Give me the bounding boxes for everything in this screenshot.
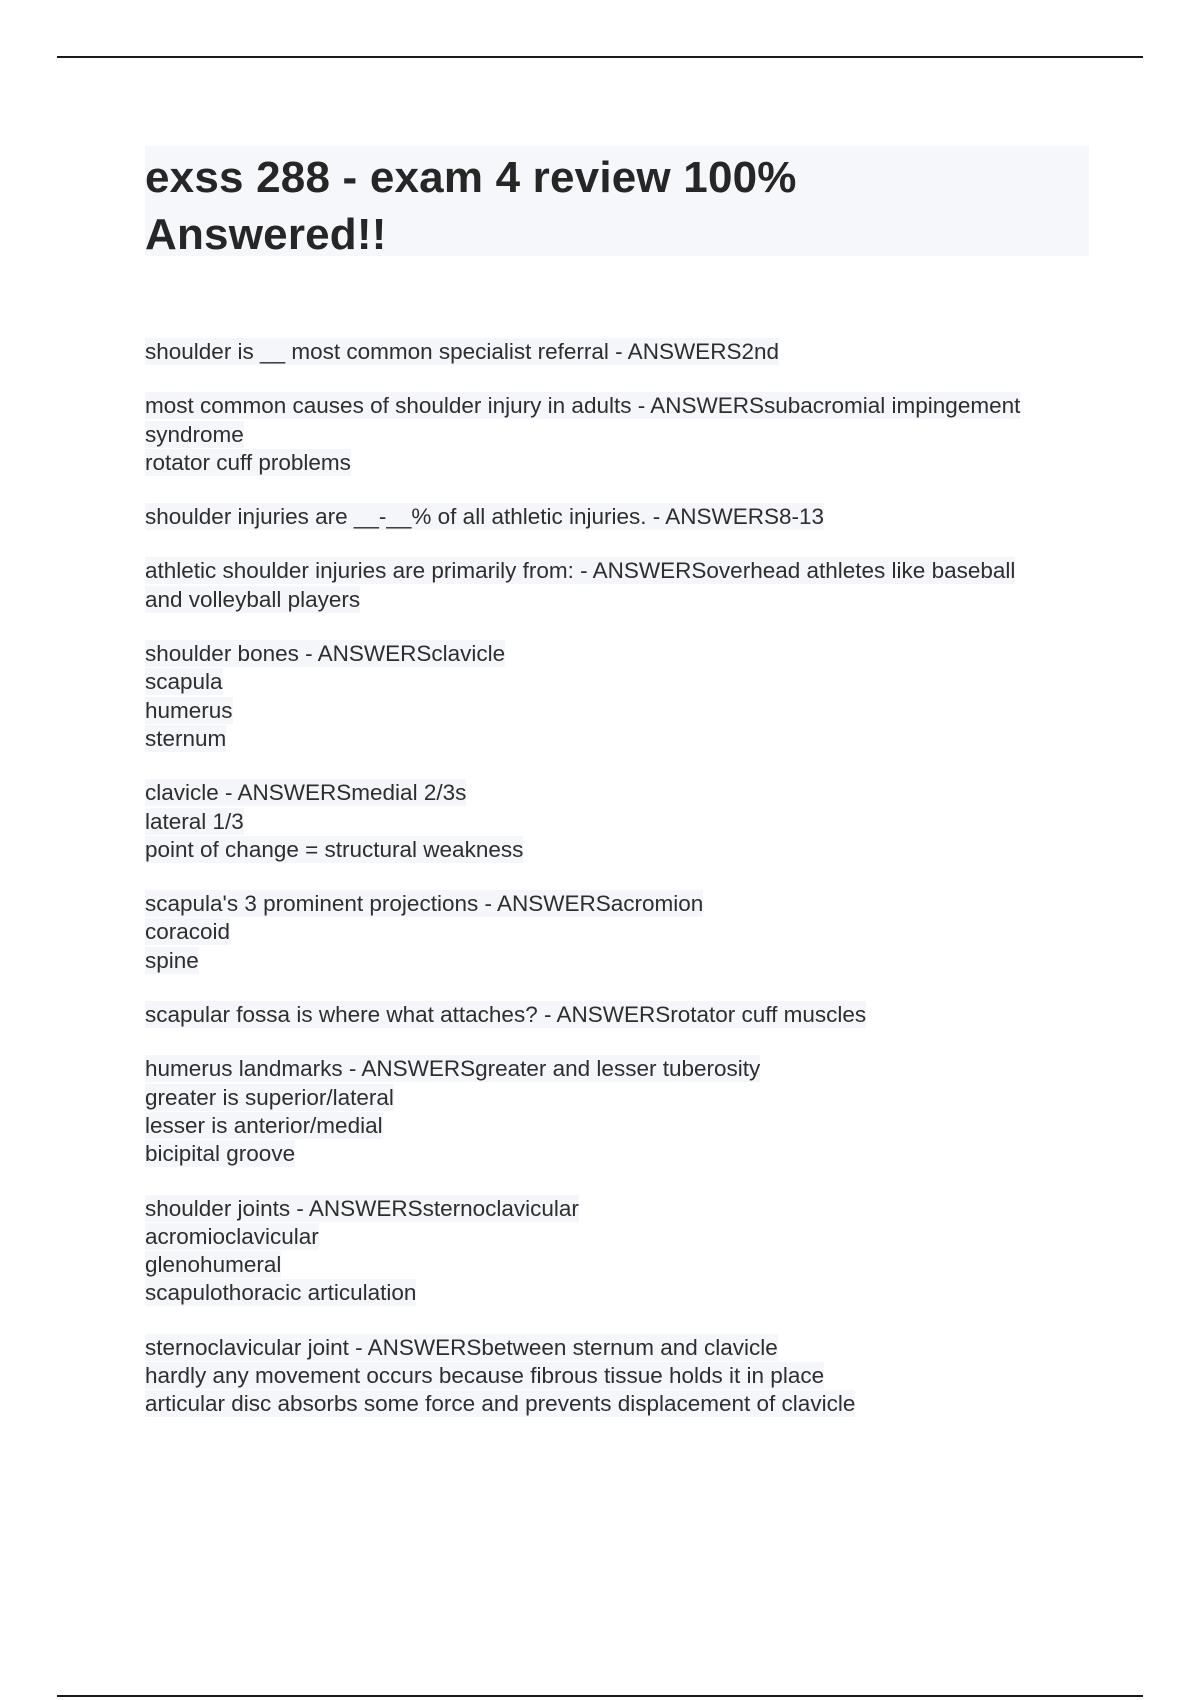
bottom-rule [57,1695,1143,1697]
qa-item [145,1055,1095,1168]
qa-text: shoulder bones - ANSWERSclavicle [145,641,506,667]
qa-line [145,640,1095,668]
qa-line [145,557,1095,585]
qa-item [145,1001,1095,1029]
qa-text: shoulder joints - ANSWERSsternoclavicular [145,1195,579,1221]
qa-line [145,1362,1095,1390]
qa-line [145,1334,1095,1362]
qa-line [145,947,1095,975]
qa-text: lateral 1/3 [145,808,244,834]
qa-line [145,808,1095,836]
qa-line [145,1001,1095,1029]
qa-text: and volleyball players [145,586,361,612]
qa-text: scapulothoracic articulation [145,1280,417,1306]
qa-item [145,779,1095,864]
title-line: Answered!! [145,210,387,259]
qa-text: scapular fossa is where what attaches? - ANSWERSrotator cuff muscles [145,1002,867,1028]
qa-item [145,890,1095,975]
qa-text: most common causes of shoulder injury in adults - ANSWERSsubacromial impingement [145,393,1021,419]
qa-line [145,586,1095,614]
qa-line [145,421,1095,449]
qa-text: greater is superior/lateral [145,1084,394,1110]
qa-list [145,338,1095,1445]
qa-line [145,668,1095,696]
qa-line [145,1055,1095,1083]
qa-text: shoulder injuries are __-__% of all athletic injuries. - ANSWERS8-13 [145,504,825,530]
qa-item [145,640,1095,753]
qa-line [145,918,1095,946]
qa-text: athletic shoulder injuries are primarily from: - ANSWERSoverhead athletes like baseball [145,558,1016,584]
qa-line [145,1223,1095,1251]
qa-text: clavicle - ANSWERSmedial 2/3s [145,780,467,806]
qa-text: hardly any movement occurs because fibrous tissue holds it in place [145,1363,825,1389]
top-rule [57,56,1143,58]
qa-line [145,779,1095,807]
qa-text: syndrome [145,421,244,447]
qa-text: acromioclavicular [145,1223,319,1249]
document-title [145,146,1089,263]
title-line: exss 288 - exam 4 review 100% [145,153,797,202]
qa-text: articular disc absorbs some force and prevents displacement of clavicle [145,1391,856,1417]
qa-text: humerus [145,697,233,723]
qa-line [145,1140,1095,1168]
qa-line [145,1112,1095,1140]
qa-line [145,392,1095,420]
qa-line [145,338,1095,366]
qa-item [145,1195,1095,1308]
qa-text: sternoclavicular joint - ANSWERSbetween sternum and clavicle [145,1334,778,1360]
title-block [145,146,1089,259]
qa-text: lesser is anterior/medial [145,1112,383,1138]
qa-line [145,697,1095,725]
qa-text: humerus landmarks - ANSWERSgreater and lesser tuberosity [145,1056,761,1082]
qa-line [145,1195,1095,1223]
qa-item [145,503,1095,531]
qa-text: sternum [145,725,227,751]
qa-line [145,503,1095,531]
qa-line [145,1084,1095,1112]
qa-line [145,890,1095,918]
qa-item [145,557,1095,614]
qa-item [145,1334,1095,1419]
qa-text: spine [145,947,199,973]
qa-text: rotator cuff problems [145,449,351,475]
qa-line [145,725,1095,753]
qa-text: glenohumeral [145,1252,282,1278]
qa-text: shoulder is __ most common specialist referral - ANSWERS2nd [145,339,779,364]
qa-text: scapula [145,669,223,695]
qa-text: bicipital groove [145,1141,296,1167]
qa-text: coracoid [145,919,231,945]
qa-text: point of change = structural weakness [145,836,524,862]
qa-line [145,1251,1095,1279]
qa-line [145,836,1095,864]
qa-line [145,1390,1095,1418]
qa-line [145,1279,1095,1307]
qa-item [145,392,1095,477]
qa-text: scapula's 3 prominent projections - ANSWERSacromion [145,891,704,917]
qa-item [145,338,1095,366]
qa-line [145,449,1095,477]
